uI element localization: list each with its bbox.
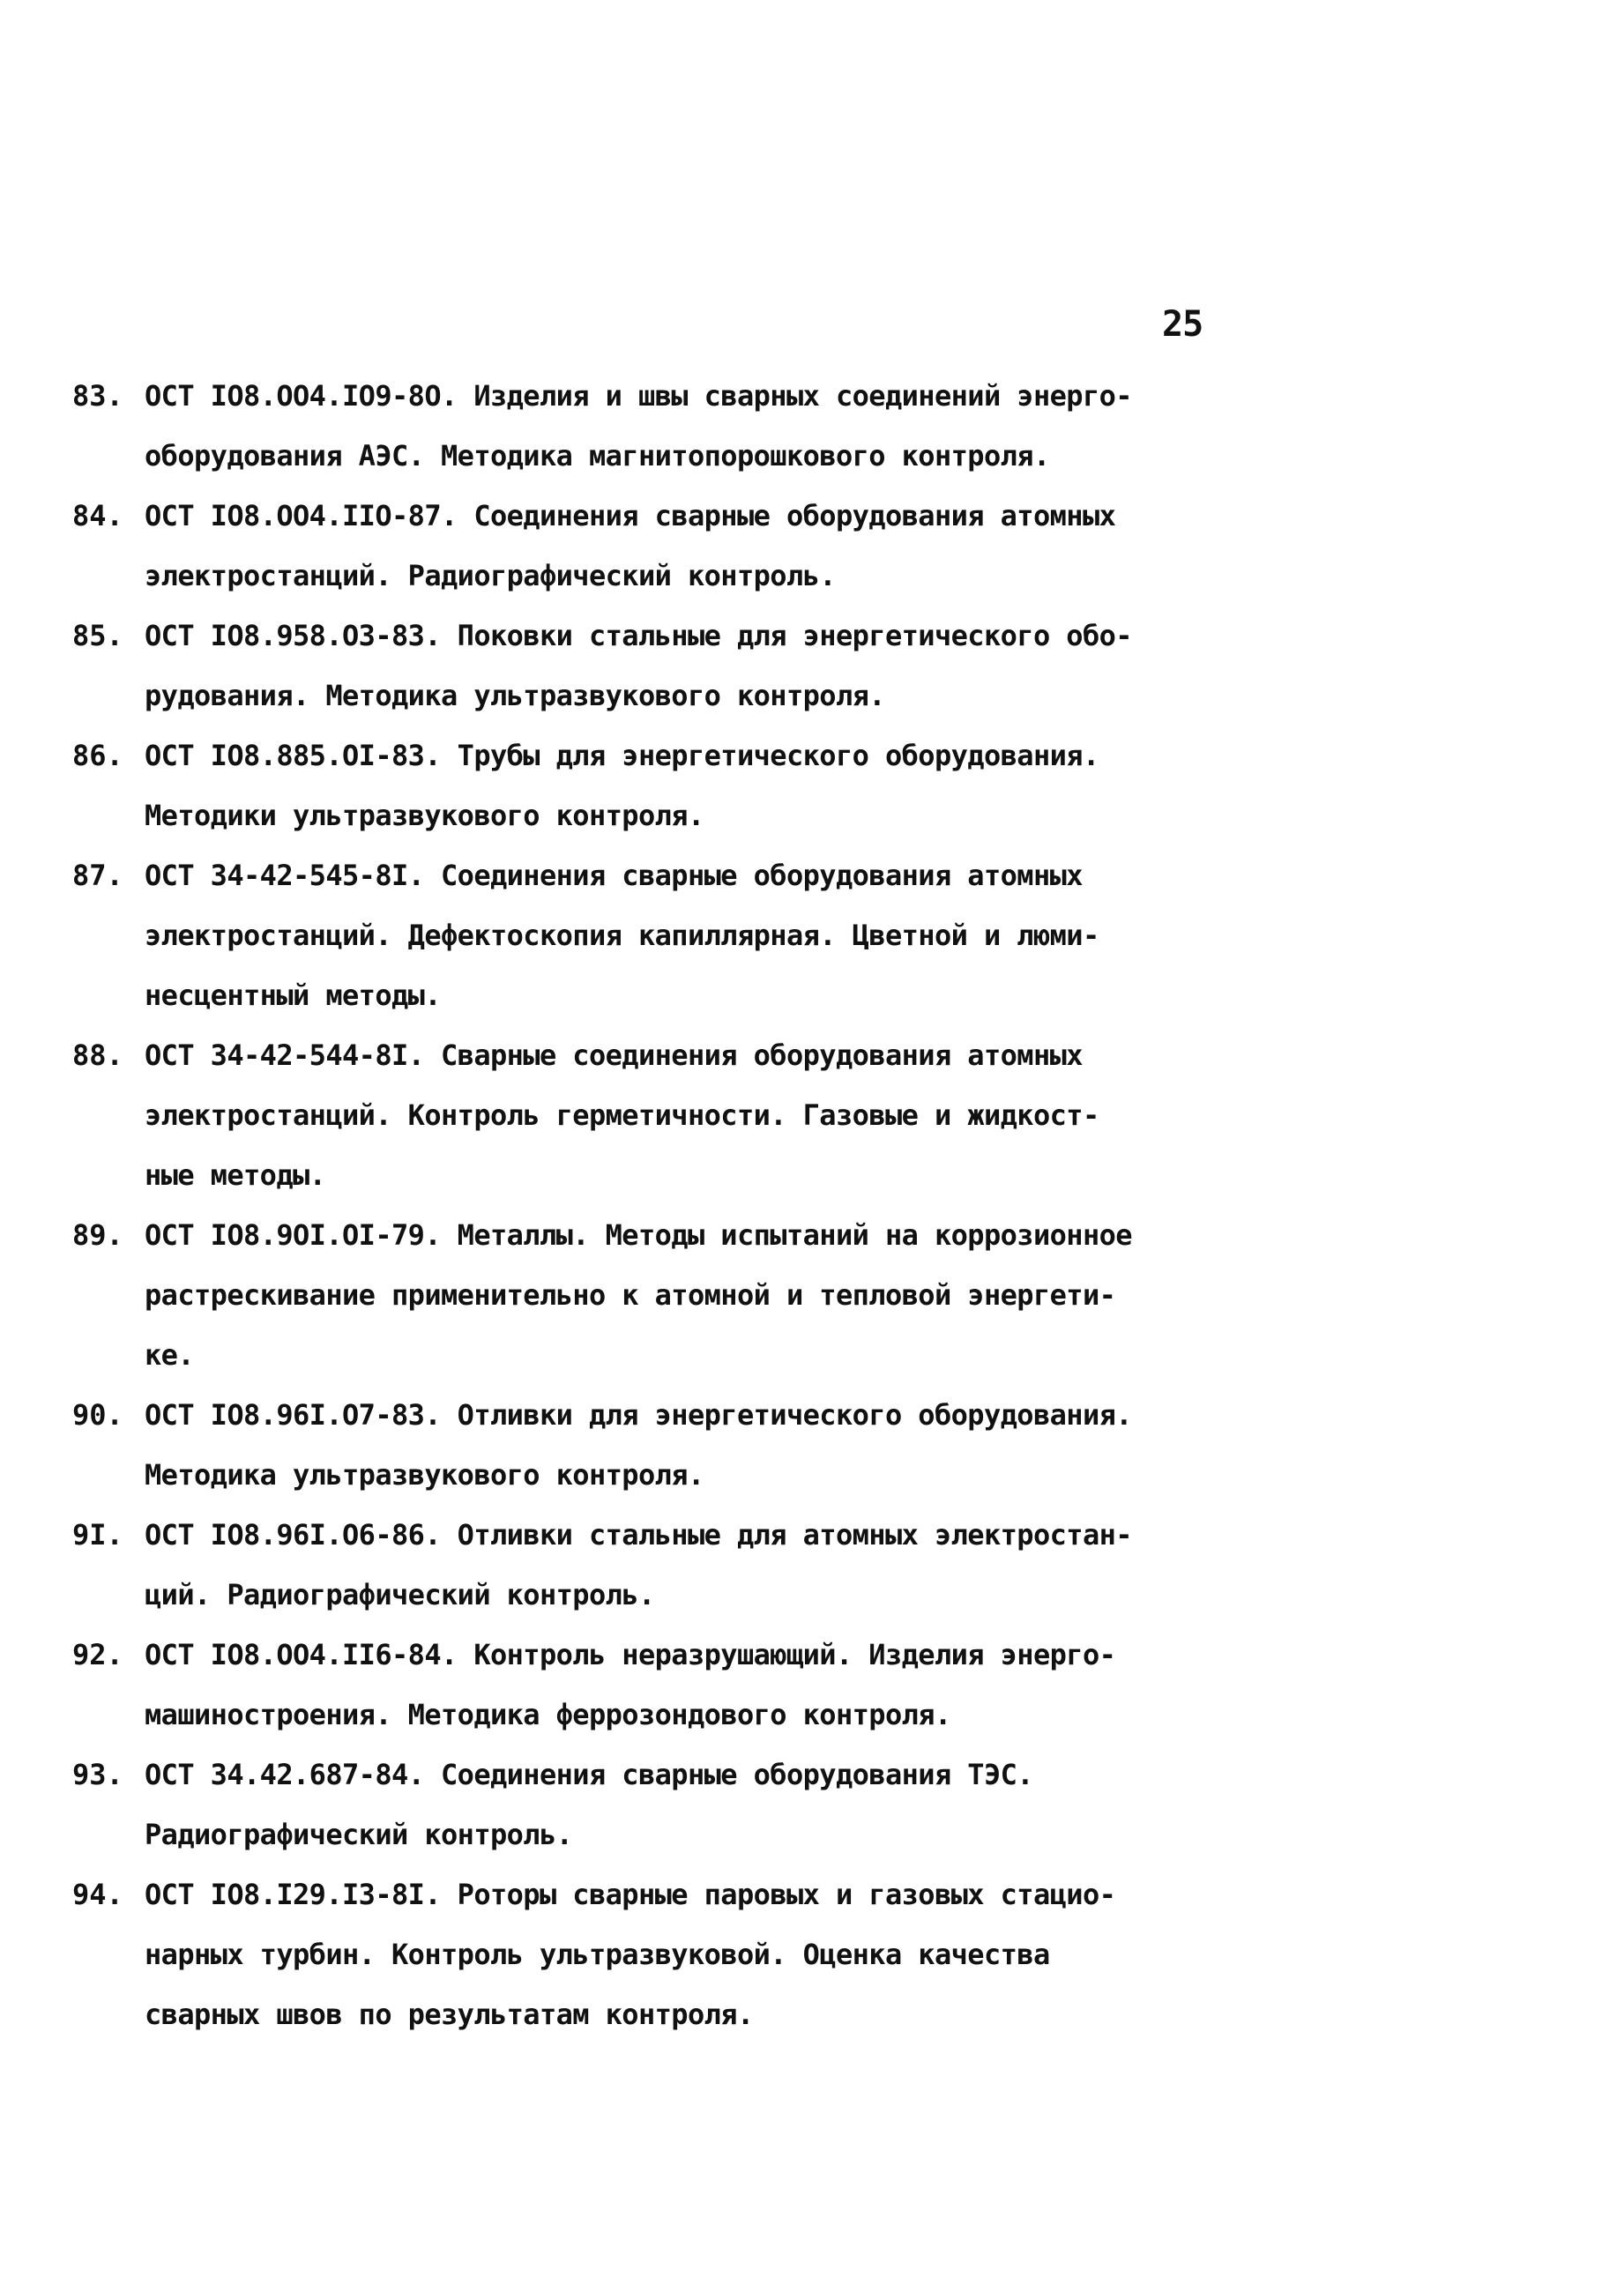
reference-item <box>72 1385 1218 1505</box>
reference-number: 84. <box>72 499 123 532</box>
reference-text-line: ОСТ IО8.96I.О7-83. Отливки для энергетического оборудования. <box>145 1398 1132 1432</box>
reference-text <box>145 726 1218 845</box>
reference-text-line: ОСТ IО8.958.О3-83. Поковки стальные для энергетического обо- <box>145 619 1132 652</box>
reference-number: 90. <box>72 1398 123 1432</box>
reference-text-line: ОСТ IО8.885.ОI-83. Трубы для энергетического оборудования. <box>145 739 1099 772</box>
reference-text-line: электростанций. Контроль герметичности. Газовые и жидкост- <box>145 1098 1099 1132</box>
reference-text-line: ОСТ IО8.ОО4.IIО-87. Соединения сварные оборудования атомных <box>145 499 1116 532</box>
reference-item <box>72 845 1218 1025</box>
reference-text-line: ке. <box>145 1338 194 1372</box>
reference-number: 92. <box>72 1638 123 1671</box>
reference-item <box>72 1205 1218 1385</box>
reference-text-line: ОСТ 34-42-545-8I. Соединения сварные оборудования атомных <box>145 859 1083 892</box>
reference-number: 86. <box>72 739 123 772</box>
reference-item <box>72 366 1218 486</box>
reference-item <box>72 606 1218 726</box>
reference-text-line: ные методы. <box>145 1158 326 1192</box>
reference-text-line: ОСТ IО8.I29.I3-8I. Роторы сварные паровых и газовых стацио- <box>145 1878 1116 1911</box>
reference-number: 87. <box>72 859 123 892</box>
reference-text <box>145 1385 1218 1505</box>
reference-text-line: электростанций. Дефектоскопия капиллярная. Цветной и люми- <box>145 919 1099 952</box>
reference-number: 83. <box>72 379 123 413</box>
reference-text-line: ОСТ 34.42.687-84. Соединения сварные оборудования ТЭС. <box>145 1758 1033 1791</box>
reference-text <box>145 1025 1218 1205</box>
reference-text <box>145 486 1218 606</box>
reference-item <box>72 1745 1218 1864</box>
reference-text-line: машиностроения. Методика феррозондового контроля. <box>145 1698 951 1731</box>
reference-number: 89. <box>72 1218 123 1252</box>
reference-text-line: ОСТ 34-42-544-8I. Сварные соединения оборудования атомных <box>145 1038 1083 1072</box>
reference-number: 9I. <box>72 1518 123 1552</box>
reference-number: 85. <box>72 619 123 652</box>
reference-text <box>145 1745 1218 1864</box>
reference-text-line: сварных швов по результатам контроля. <box>145 1998 754 2031</box>
reference-text-line: растрескивание применительно к атомной и тепловой энергети- <box>145 1278 1116 1312</box>
reference-item <box>72 486 1218 606</box>
reference-text <box>145 1864 1218 2044</box>
reference-text <box>145 1505 1218 1625</box>
reference-text-line: ОСТ IО8.ОО4.II6-84. Контроль неразрушающий. Изделия энерго- <box>145 1638 1116 1671</box>
reference-text-line: ОСТ IО8.ОО4.IО9-8О. Изделия и швы сварных соединений энерго- <box>145 379 1132 413</box>
reference-text-line: оборудования АЭС. Методика магнитопорошкового контроля. <box>145 439 1050 473</box>
reference-text-line: нарных турбин. Контроль ультразвуковой. Оценка качества <box>145 1938 1050 1971</box>
reference-item <box>72 1025 1218 1205</box>
reference-number: 94. <box>72 1878 123 1911</box>
page-number: 25 <box>1162 304 1203 345</box>
reference-text <box>145 845 1218 1025</box>
reference-item <box>72 1864 1218 2044</box>
reference-number: 88. <box>72 1038 123 1072</box>
reference-text <box>145 606 1218 726</box>
reference-text-line: ОСТ IО8.9ОI.ОI-79. Металлы. Методы испытаний на коррозионное <box>145 1218 1132 1252</box>
reference-text-line: электростанций. Радиографический контроль. <box>145 559 836 592</box>
reference-text-line: Методика ультразвукового контроля. <box>145 1458 704 1492</box>
reference-list <box>72 366 1218 2044</box>
reference-text <box>145 1205 1218 1385</box>
reference-text-line: рудования. Методика ультразвукового контроля. <box>145 679 885 712</box>
reference-item <box>72 726 1218 845</box>
reference-text-line: Методики ультразвукового контроля. <box>145 799 704 832</box>
reference-text <box>145 366 1218 486</box>
reference-text-line: ций. Радиографический контроль. <box>145 1578 655 1611</box>
reference-text <box>145 1625 1218 1745</box>
reference-item <box>72 1505 1218 1625</box>
reference-item <box>72 1625 1218 1745</box>
reference-text-line: несцентный методы. <box>145 979 441 1012</box>
reference-number: 93. <box>72 1758 123 1791</box>
reference-text-line: ОСТ IО8.96I.О6-86. Отливки стальные для атомных электростан- <box>145 1518 1132 1552</box>
reference-text-line: Радиографический контроль. <box>145 1818 573 1851</box>
